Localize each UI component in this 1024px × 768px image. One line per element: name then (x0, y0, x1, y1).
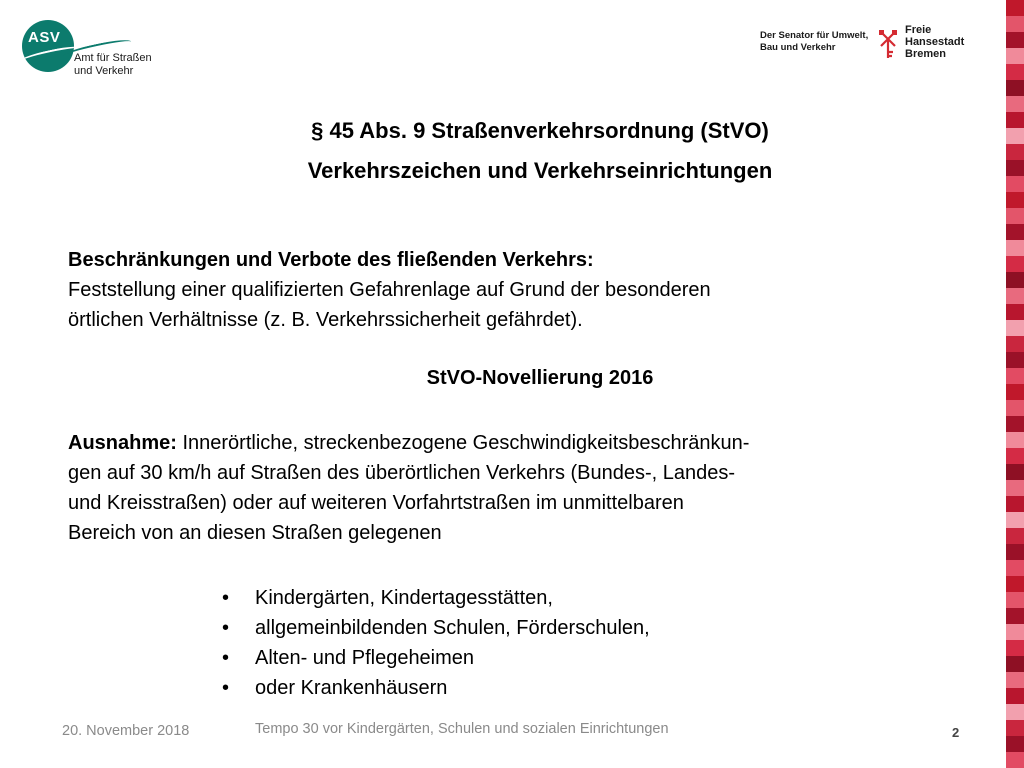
list-item (222, 643, 650, 673)
stripe-segment (1006, 96, 1024, 112)
footer-date: 20. November 2018 (62, 723, 190, 739)
section1-text-line2: örtlichen Verhältnisse (z. B. Verkehrssicherheit gefährdet). (68, 309, 583, 331)
stripe-segment (1006, 208, 1024, 224)
bullet-icon: • (222, 617, 230, 639)
stripe-segment (1006, 736, 1024, 752)
asv-subtitle-line2: und Verkehr (74, 65, 134, 77)
stripe-segment (1006, 544, 1024, 560)
page-number: 2 (952, 725, 960, 740)
exception-line1 (68, 428, 948, 458)
stripe-segment (1006, 640, 1024, 656)
asv-logo-text: ASV (28, 29, 61, 46)
stripe-segment (1006, 80, 1024, 96)
stripe-segment (1006, 432, 1024, 448)
exception-line3: und Kreisstraßen) oder auf weiteren Vorfahrtstraßen im unmittelbaren (68, 492, 684, 514)
stripe-segment (1006, 48, 1024, 64)
stripe-segment (1006, 176, 1024, 192)
list-item (222, 673, 650, 703)
stripe-segment (1006, 592, 1024, 608)
stripe-segment (1006, 576, 1024, 592)
facility-list (222, 583, 650, 703)
stripe-segment (1006, 240, 1024, 256)
stripe-segment (1006, 320, 1024, 336)
stripe-segment (1006, 352, 1024, 368)
stripe-segment (1006, 512, 1024, 528)
slide-title-line1: § 45 Abs. 9 Straßenverkehrsordnung (StVO) (311, 118, 769, 143)
decorative-stripe (1006, 0, 1024, 768)
amendment-heading: StVO-Novellierung 2016 (426, 367, 654, 389)
stripe-segment (1006, 192, 1024, 208)
stripe-segment (1006, 624, 1024, 640)
stripe-segment (1006, 32, 1024, 48)
stripe-segment (1006, 272, 1024, 288)
section-restrictions (68, 245, 948, 335)
bremen-line1: Freie (905, 24, 932, 36)
stripe-segment (1006, 64, 1024, 80)
stripe-segment (1006, 0, 1024, 16)
stripe-segment (1006, 144, 1024, 160)
stripe-segment (1006, 368, 1024, 384)
stripe-segment (1006, 400, 1024, 416)
stripe-segment (1006, 112, 1024, 128)
asv-logo-subtitle (74, 52, 152, 78)
exception-line2: gen auf 30 km/h auf Straßen des überörtlichen Verkehrs (Bundes-, Landes- (68, 462, 736, 484)
stripe-segment (1006, 16, 1024, 32)
exception-label: Ausnahme: (68, 432, 177, 454)
senator-line1: Der Senator für Umwelt, (760, 30, 869, 41)
stripe-segment (1006, 224, 1024, 240)
bremen-text (905, 24, 964, 60)
bremen-key-icon (877, 28, 899, 60)
list-item (222, 583, 650, 613)
list-item-text: oder Krankenhäusern (255, 677, 448, 699)
stripe-segment (1006, 720, 1024, 736)
stripe-segment (1006, 464, 1024, 480)
stripe-segment (1006, 704, 1024, 720)
list-item-text: Kindergärten, Kindertagesstätten, (255, 587, 553, 609)
footer-title: Tempo 30 vor Kindergärten, Schulen und sozialen Einrichtungen (255, 721, 669, 737)
senator-line2: Bau und Verkehr (760, 42, 836, 53)
stripe-segment (1006, 480, 1024, 496)
stripe-segment (1006, 384, 1024, 400)
bullet-icon: • (222, 587, 230, 609)
exception-line4: Bereich von an diesen Straßen gelegenen (68, 522, 442, 544)
senator-label (760, 30, 868, 54)
stripe-segment (1006, 448, 1024, 464)
section1-text-line1: Feststellung einer qualifizierten Gefahrenlage auf Grund der besonderen (68, 279, 711, 301)
stripe-segment (1006, 672, 1024, 688)
stripe-segment (1006, 128, 1024, 144)
stripe-segment (1006, 416, 1024, 432)
bremen-logo (877, 24, 987, 64)
list-item (222, 613, 650, 643)
stripe-segment (1006, 256, 1024, 272)
stripe-segment (1006, 336, 1024, 352)
stripe-segment (1006, 288, 1024, 304)
stripe-segment (1006, 752, 1024, 768)
stripe-segment (1006, 160, 1024, 176)
stripe-segment (1006, 608, 1024, 624)
asv-subtitle-line1: Amt für Straßen (74, 52, 152, 64)
list-item-text: Alten- und Pflegeheimen (255, 647, 475, 669)
stripe-segment (1006, 304, 1024, 320)
slide-title-line2: Verkehrszeichen und Verkehrseinrichtungen (307, 158, 773, 183)
bullet-icon: • (222, 647, 230, 669)
list-item-text: allgemeinbildenden Schulen, Förderschulen, (255, 617, 650, 639)
bremen-line3: Bremen (905, 48, 946, 60)
stripe-segment (1006, 560, 1024, 576)
stripe-segment (1006, 688, 1024, 704)
section1-heading: Beschränkungen und Verbote des fließenden Verkehrs: (68, 249, 594, 271)
exception-line1-text: Innerörtliche, streckenbezogene Geschwindigkeitsbeschränkun- (176, 432, 750, 454)
stripe-segment (1006, 528, 1024, 544)
asv-logo (22, 20, 172, 90)
stripe-segment (1006, 656, 1024, 672)
bremen-line2: Hansestadt (905, 36, 965, 48)
bullet-icon: • (222, 677, 230, 699)
stripe-segment (1006, 496, 1024, 512)
section-exception (68, 428, 948, 548)
asv-logo-mark (22, 20, 74, 72)
